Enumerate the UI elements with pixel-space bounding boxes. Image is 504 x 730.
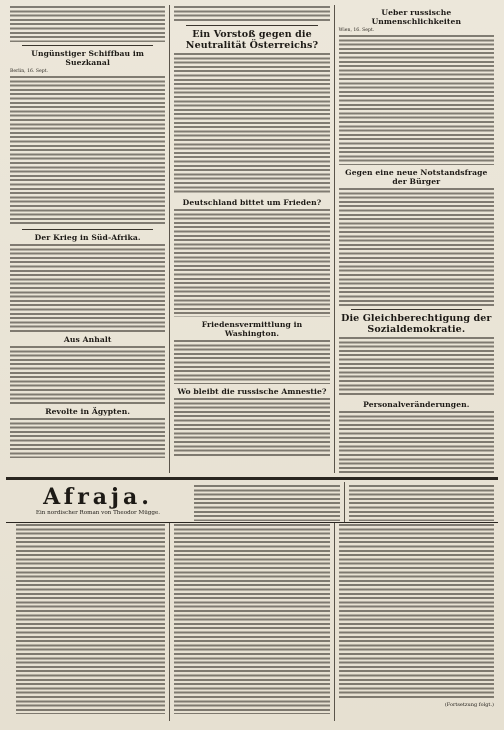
column-rule <box>22 229 153 230</box>
news-column-3 <box>334 5 498 473</box>
serial-subtitle: Ein nordischer Roman von Theodor Mügge. <box>35 510 161 516</box>
article-text <box>339 35 494 165</box>
dateline: Wien, 16. Sept. <box>338 28 375 33</box>
serial-text <box>339 524 494 700</box>
serial-column-3-top <box>344 482 499 522</box>
article-text <box>174 53 329 195</box>
article-text <box>10 6 165 42</box>
continuation-note: (Fortsetzung folgt.) <box>444 702 494 708</box>
news-column-1 <box>6 5 169 473</box>
article-text <box>10 244 165 332</box>
column-rule <box>351 309 482 310</box>
article-text <box>174 340 329 384</box>
article-text <box>174 209 329 317</box>
article-text <box>174 398 329 458</box>
article-text <box>339 188 494 306</box>
headline: Ueber russische Unmenschlichkeiten <box>371 8 462 26</box>
column-rule <box>22 45 153 46</box>
serial-column-2-top <box>190 482 344 522</box>
serial-header <box>6 482 498 523</box>
headline: Die Gleichberechtigung der Sozialdemokratie. <box>341 313 492 335</box>
news-column-2 <box>169 5 333 473</box>
article-text <box>10 76 165 226</box>
headline: Aus Anhalt <box>63 335 112 344</box>
article-text <box>10 418 165 458</box>
serial-text <box>194 485 340 521</box>
headline: Deutschland bittet um Frieden? <box>182 198 322 207</box>
serial-title-block <box>6 482 190 522</box>
headline: Personalveränderungen. <box>363 400 470 409</box>
serial-title: Afraja. <box>43 484 153 510</box>
dateline: Berlin, 16. Sept. <box>10 69 48 74</box>
headline: Der Krieg in Süd-Afrika. <box>34 233 141 242</box>
headline: Revolte in Ägypten. <box>45 407 131 416</box>
article-text <box>10 346 165 404</box>
column-rule <box>186 25 317 26</box>
news-section <box>6 5 498 473</box>
headline: Wo bleibt die russische Amnestie? <box>177 387 327 396</box>
headline: Friedensvermittlung in Washington. <box>201 320 303 338</box>
serial-column-2 <box>169 523 333 721</box>
serial-section <box>6 523 498 721</box>
serial-column-1 <box>6 523 169 721</box>
article-text <box>174 6 329 22</box>
serial-text <box>349 485 495 521</box>
article-text <box>339 337 494 397</box>
headline: Ungünstiger Schiffbau im Suezkanal <box>31 49 145 67</box>
serial-text <box>174 524 329 714</box>
serial-column-3 <box>334 523 498 721</box>
headline: Gegen eine neue Notstandsfrage der Bürger <box>345 168 488 186</box>
headline: Ein Vorstoß gegen die Neutralität Österreichs? <box>185 29 319 51</box>
article-text <box>339 411 494 473</box>
serial-header-text <box>190 482 498 522</box>
serial-text <box>16 524 165 714</box>
section-divider <box>6 477 498 480</box>
